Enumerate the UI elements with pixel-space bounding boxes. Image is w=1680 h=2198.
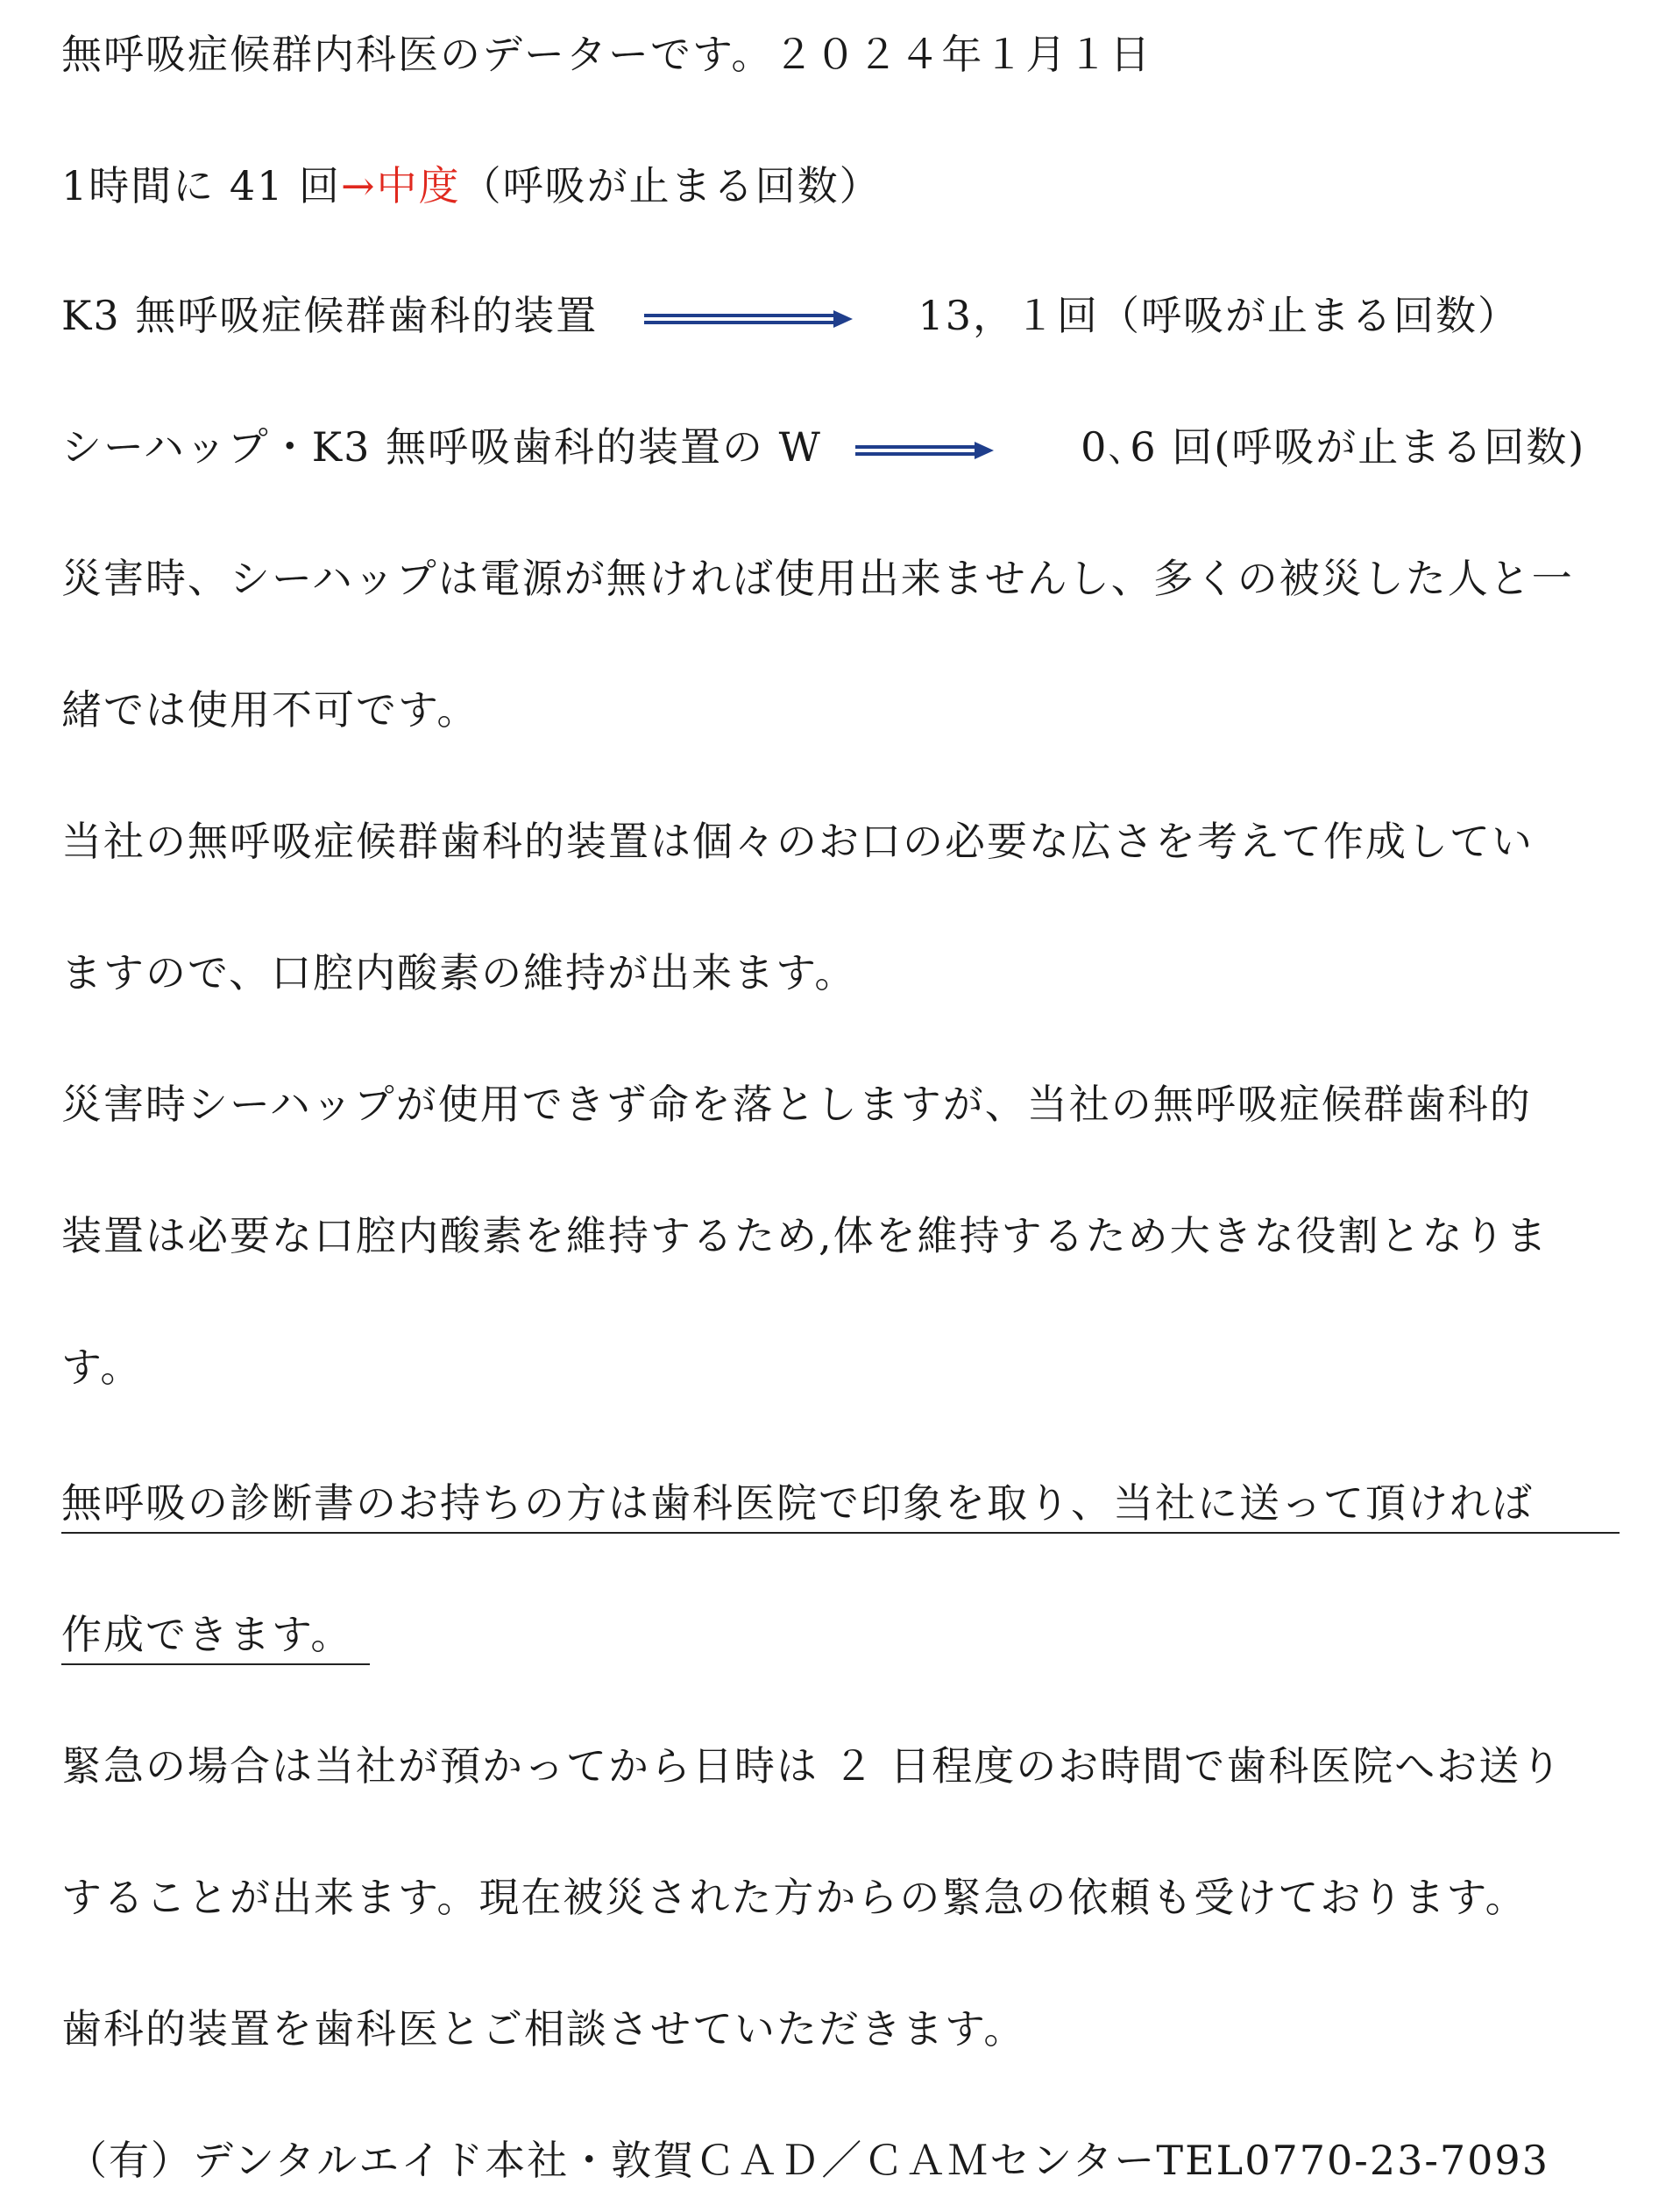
paragraph-line: 装置は必要な口腔内酸素を維持するため,体を維持するため大きな役割となりま bbox=[61, 1212, 1549, 1259]
double-right-arrow-icon bbox=[855, 440, 996, 461]
hourly-count-line bbox=[61, 160, 882, 212]
combined-device-result: 0､6 回(呼吸が止まる回数) bbox=[1081, 423, 1586, 471]
k3-device-line bbox=[61, 289, 1520, 342]
paragraph-line: 災害時、シーハップは電源が無ければ使用出来ませんし、多くの被災した人と一 bbox=[61, 555, 1574, 602]
paragraph-line: す。 bbox=[61, 1344, 143, 1391]
company-contact-line: （有）デンタルエイド本社・敦賀ＣＡＤ／ＣＡＭセンターTEL0770-23-7093 bbox=[67, 2137, 1549, 2184]
combined-device-label: シーハップ・K3 無呼吸歯科的装置の W bbox=[61, 423, 822, 471]
combined-device-line bbox=[61, 421, 1585, 473]
hourly-count-text: 1時間に 41 回 bbox=[61, 162, 342, 209]
k3-device-result: 13，１回（呼吸が止まる回数） bbox=[918, 292, 1521, 339]
underline bbox=[61, 1532, 1620, 1534]
paragraph-line: 災害時シーハップが使用できず命を落としますが、当社の無呼吸症候群歯科的 bbox=[61, 1081, 1532, 1128]
paragraph-line: ますので、口腔内酸素の維持が出来ます。 bbox=[61, 949, 857, 996]
paragraph-line: することが出来ます。現在被災された方からの緊急の依頼も受けております。 bbox=[61, 1874, 1528, 1921]
underlined-paragraph-line: 無呼吸の診断書のお持ちの方は歯科医院で印象を取り、当社に送って頂ければ bbox=[61, 1479, 1534, 1527]
k3-device-label: K3 無呼吸症候群歯科的装置 bbox=[61, 292, 599, 339]
double-right-arrow-icon bbox=[644, 308, 854, 330]
severity-label: →中度 bbox=[341, 162, 461, 209]
underlined-paragraph-line: 作成できます。 bbox=[61, 1611, 353, 1658]
header-line: 無呼吸症候群内科医のデーターです。２０２４年１月１日 bbox=[61, 31, 1152, 78]
paragraph-line: 緒では使用不可です。 bbox=[61, 686, 479, 734]
underline bbox=[61, 1663, 370, 1665]
paragraph-line: 当社の無呼吸症候群歯科的装置は個々のお口の必要な広さを考えて作成してい bbox=[61, 818, 1534, 865]
paragraph-line: 歯科的装置を歯科医とご相談させていただきます。 bbox=[61, 2005, 1026, 2053]
hourly-count-note: （呼吸が止まる回数） bbox=[460, 162, 882, 209]
paragraph-line: 緊急の場合は当社が預かってから日時は ２ 日程度のお時間で歯科医院へお送り bbox=[61, 1742, 1563, 1790]
